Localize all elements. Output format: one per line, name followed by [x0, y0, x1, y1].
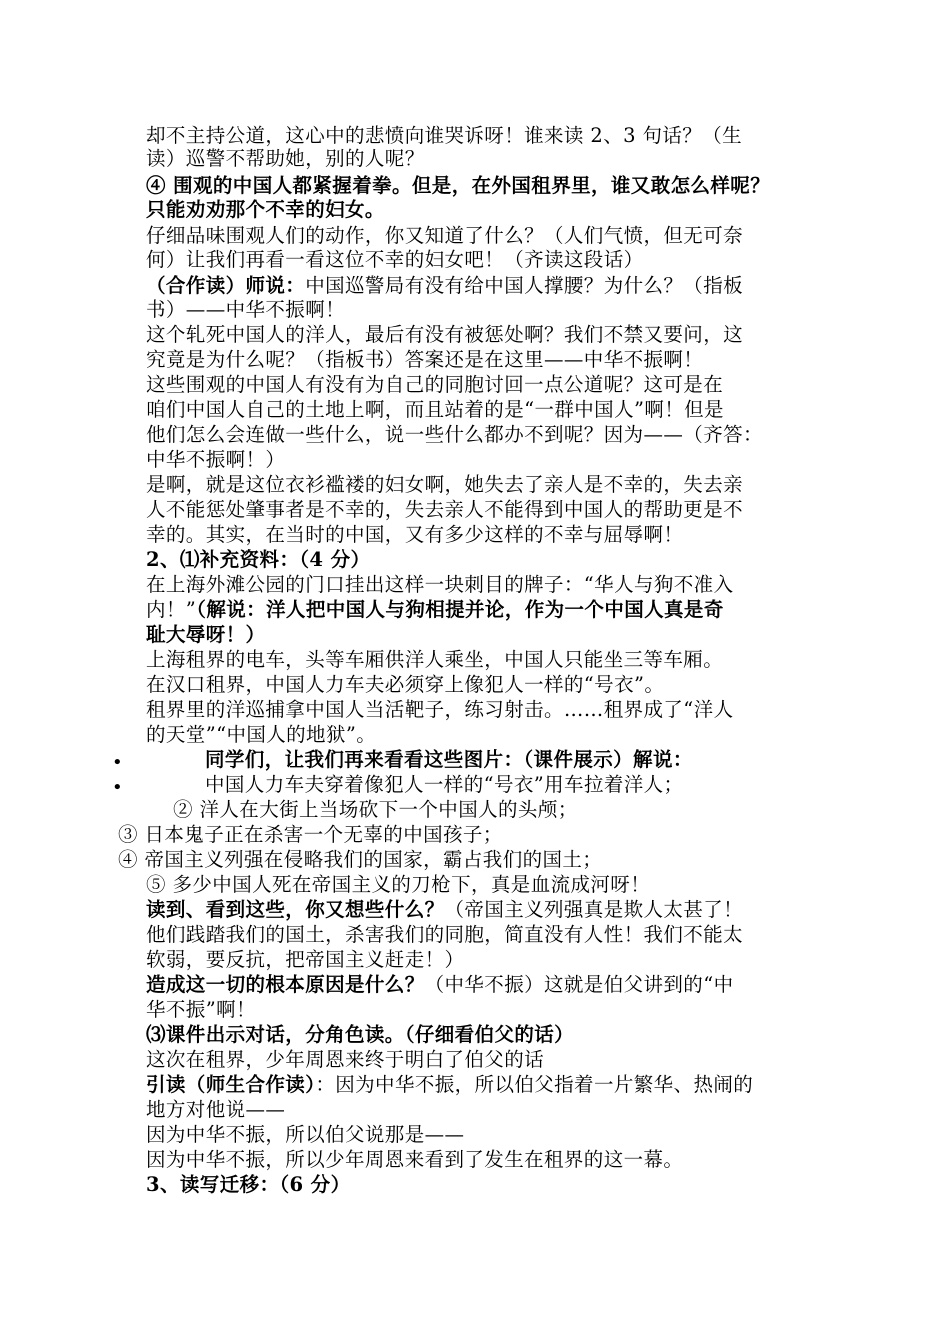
text-line: 书）——中华不振啊！ — [146, 298, 346, 321]
section-heading: ⑶课件出示对话，分角色读。（仔细看伯父的话） — [146, 1023, 575, 1046]
text-line: 在汉口租界，中国人力车夫必须穿上像犯人一样的“号衣”。 — [146, 673, 665, 696]
text-run: 内！” — [146, 598, 197, 621]
text-line: 中华不振啊！） — [146, 448, 286, 471]
text-run: ：因为中华不振，所以伯父指着一片繁华、热闹的 — [315, 1073, 754, 1096]
text-line-bold: 只能劝劝那个不幸的妇女。 — [146, 198, 385, 221]
text-line: 幸的。其实，在当时的中国，又有多少这样的不幸与屈辱啊！ — [146, 523, 684, 546]
bold-lead: 造成这一切的根本原因是什么？ — [146, 973, 425, 996]
text-line-bold: 同学们，让我们再来看看这些图片：（课件展示）解说： — [205, 748, 693, 771]
text-line: 租界里的洋巡捕拿中国人当活靶子，练习射击。……租界成了“洋人 — [146, 698, 734, 721]
text-line: 何）让我们再看一看这位不幸的妇女吧！（齐读这段话） — [146, 248, 644, 271]
text-line: 因为中华不振，所以伯父说那是—— — [146, 1123, 465, 1146]
text-line: 在上海外滩公园的门口挂出这样一块刺目的牌子：“华人与狗不准入 — [146, 573, 734, 596]
bold-lead: 读到、看到这些，你又想些什么？ — [146, 898, 445, 921]
text-line: 这次在租界，少年周恩来终于明白了伯父的话 — [146, 1048, 545, 1071]
bullet-marker: • — [112, 752, 123, 773]
text-line — [146, 599, 816, 621]
text-line: 中国人力车夫穿着像犯人一样的“号衣”用车拉着洋人； — [205, 773, 684, 796]
text-line: 人不能惩处肇事者是不幸的，失去亲人不能得到中国人的帮助更是不 — [146, 498, 744, 521]
bold-run: （解说：洋人把中国人与狗相提并论，作为一个中国人真是奇 — [196, 598, 724, 621]
text-line — [146, 974, 816, 996]
text-line: 是啊，就是这位衣衫褴褛的妇女啊，她失去了亲人是不幸的，失去亲 — [146, 473, 744, 496]
text-line: 华不振”啊！ — [146, 998, 256, 1021]
text-line: 这些围观的中国人有没有为自己的同胞讨回一点公道呢？这可是在 — [146, 373, 724, 396]
text-line: 地方对他说—— — [146, 1098, 286, 1121]
text-line: 仔细品味围观人们的动作，你又知道了什么？（人们气愤，但无可奈 — [146, 224, 744, 247]
text-run: 中国巡警局有没有给中国人撑腰？为什么？（指板 — [305, 274, 744, 297]
text-line: 咱们中国人自己的土地上啊，而且站着的是“一群中国人”啊！但是 — [146, 398, 724, 421]
text-line-bold: ④ 围观的中国人都紧握着拳。但是，在外国租界里，谁又敢怎么样呢？ — [146, 174, 771, 197]
text-line: 究竟是为什么呢？（指板书）答案还是在这里——中华不振啊！ — [146, 348, 704, 371]
bold-lead: （合作读）师说： — [146, 274, 306, 297]
text-run: （中华不振）这就是伯父讲到的“中 — [424, 973, 734, 996]
text-run: （帝国主义列强真是欺人太甚了！ — [444, 898, 744, 921]
bullet-marker: • — [112, 777, 123, 798]
section-heading: 2、⑴补充资料：（4 分） — [146, 548, 371, 571]
section-heading: 3、读写迁移：（6 分） — [146, 1173, 351, 1196]
list-item: ④ 帝国主义列强在侵略我们的国家，霸占我们的国土； — [118, 848, 603, 871]
text-line — [146, 1074, 816, 1096]
text-line-bold: 耻大辱呀！） — [146, 623, 266, 646]
text-line: 的天堂”“中国人的地狱”。 — [146, 723, 377, 746]
text-line: 却不主持公道，这心中的悲愤向谁哭诉呀！谁来读 2、3 句话？（生 — [146, 124, 743, 147]
text-line: 因为中华不振，所以少年周恩来看到了发生在租界的这一幕。 — [146, 1148, 684, 1171]
list-item: ② 洋人在大街上当场砍下一个中国人的头颅； — [173, 798, 578, 821]
text-line — [146, 275, 816, 297]
text-line: 他们怎么会连做一些什么，说一些什么都办不到呢？因为——（齐答： — [146, 423, 763, 446]
bold-lead: 引读（师生合作读） — [146, 1073, 316, 1096]
text-line: 软弱，要反抗，把帝国主义赶走！） — [146, 948, 465, 971]
list-item: ⑤ 多少中国人死在帝国主义的刀枪下，真是血流成河呀！ — [146, 873, 651, 896]
text-line: 读）巡警不帮助她，别的人呢？ — [146, 147, 425, 170]
text-line: 这个轧死中国人的洋人，最后有没有被惩处啊？我们不禁又要问，这 — [146, 323, 744, 346]
list-item: ③ 日本鬼子正在杀害一个无辜的中国孩子； — [118, 823, 503, 846]
text-line — [146, 899, 816, 921]
text-line: 他们践踏我们的国土，杀害我们的同胞，简直没有人性！我们不能太 — [146, 923, 744, 946]
text-line: 上海租界的电车，头等车厢供洋人乘坐，中国人只能坐三等车厢。 — [146, 648, 724, 671]
